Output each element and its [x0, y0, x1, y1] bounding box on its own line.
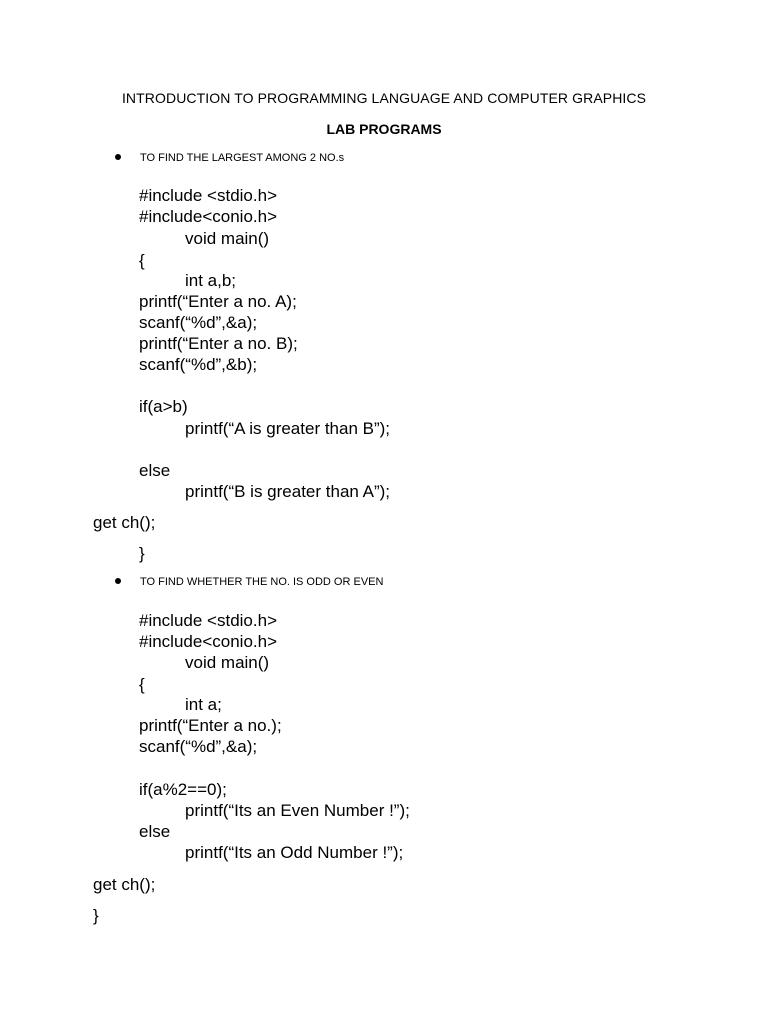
code-line: scanf(“%d”,&a); — [139, 313, 258, 332]
code-line: #include<conio.h> — [139, 632, 278, 651]
code-line: if(a>b) — [139, 397, 188, 416]
code-line: else — [139, 461, 171, 480]
program2-heading-text: TO FIND WHETHER THE NO. IS ODD OR EVEN — [140, 576, 384, 588]
program2-heading — [115, 576, 383, 588]
code-line: get ch(); — [93, 513, 156, 532]
code-line: int a,b; — [185, 271, 237, 290]
document-subtitle: LAB PROGRAMS — [326, 121, 442, 137]
code-line: printf(“Enter a no. A); — [139, 292, 297, 311]
code-line: void main() — [185, 653, 270, 672]
code-line: else — [139, 822, 171, 841]
code-line: int a; — [185, 695, 222, 714]
bullet-icon — [115, 578, 121, 584]
code-line: printf(“B is greater than A”); — [185, 482, 391, 501]
code-line: void main() — [185, 229, 270, 248]
document-title: INTRODUCTION TO PROGRAMMING LANGUAGE AND COMPUTER GRAPHICS — [121, 90, 647, 106]
program1-heading — [115, 152, 344, 164]
code-line: if(a%2==0); — [139, 780, 227, 799]
code-line: { — [139, 251, 145, 270]
code-line: get ch(); — [93, 875, 156, 894]
code-line: scanf(“%d”,&a); — [139, 737, 258, 756]
code-line: scanf(“%d”,&b); — [139, 355, 258, 374]
code-line: printf(“Enter a no.); — [139, 716, 282, 735]
code-line: } — [139, 544, 145, 563]
code-line: printf(“A is greater than B”); — [185, 419, 391, 438]
code-line: { — [139, 675, 145, 694]
code-line: #include <stdio.h> — [139, 611, 277, 630]
program1-heading-text: TO FIND THE LARGEST AMONG 2 NO.s — [140, 152, 345, 164]
code-line: printf(“Its an Even Number !”); — [185, 801, 410, 820]
code-line: printf(“Its an Odd Number !”); — [185, 843, 404, 862]
code-line: #include <stdio.h> — [139, 186, 277, 205]
bullet-icon — [115, 154, 121, 160]
code-line: } — [93, 906, 99, 925]
code-line: printf(“Enter a no. B); — [139, 334, 298, 353]
code-line: #include<conio.h> — [139, 207, 278, 226]
